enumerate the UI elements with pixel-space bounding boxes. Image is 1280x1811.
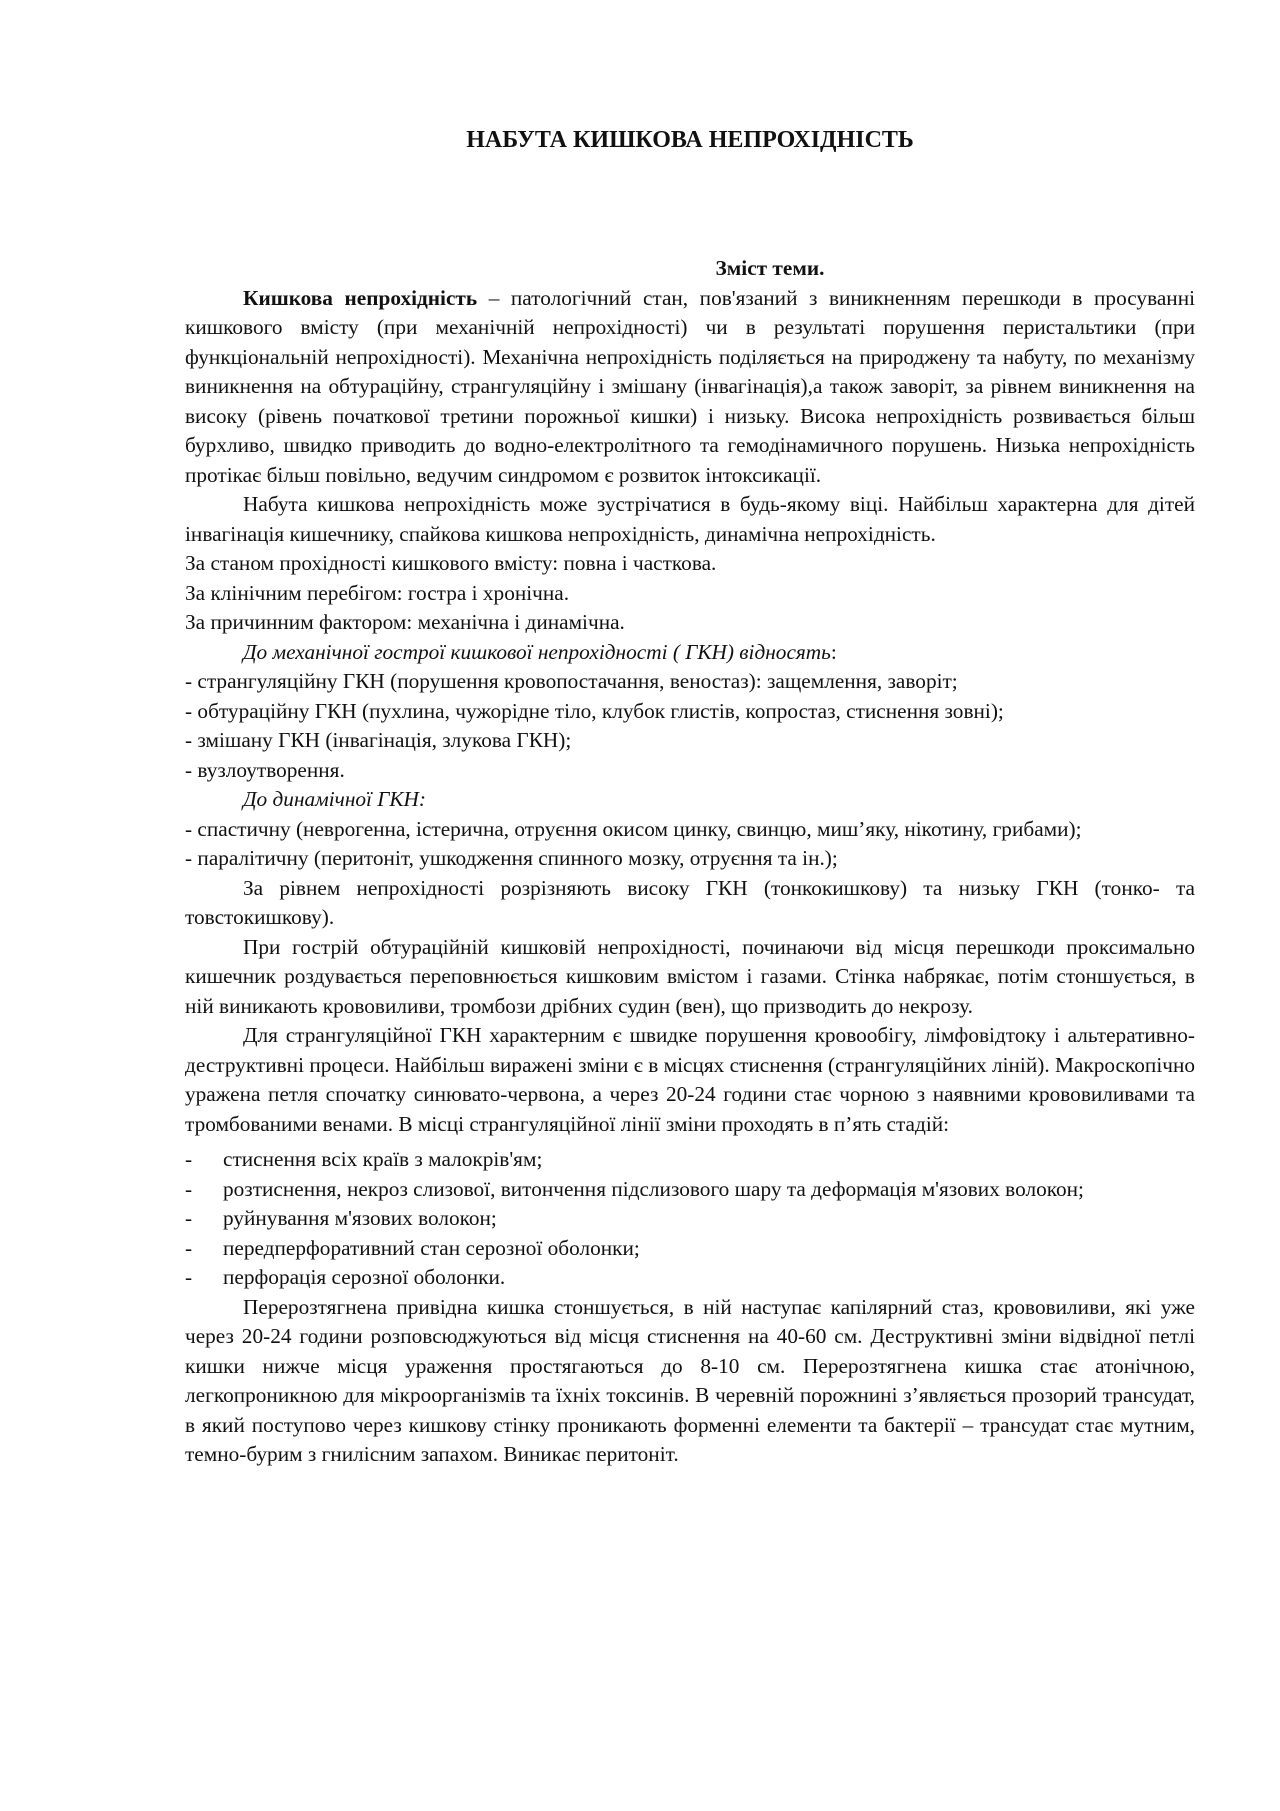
list-item: - странгуляційну ГКН (порушення кровопостачання, веностаз): защемлення, заворіт; [185, 669, 958, 693]
mechanical-heading-text: До механічної гострої кишкової непрохідності ( ГКН) відносять [243, 639, 831, 664]
mechanical-heading-colon: : [830, 639, 837, 664]
document-body [185, 254, 1195, 1470]
stage-text: передперфоративний стан серозної оболонки; [223, 1235, 640, 1260]
paragraph-acquired: Набута кишкова непрохідність може зустрічатися в будь-якому віці. Найбільш характерна для дітей інвагінація кишечнику, спайкова кишкова непрохідність, динамічна непрохідність. [185, 492, 1195, 546]
stage-text: перфорація серозної оболонки. [223, 1265, 506, 1289]
dash-marker: - [185, 1206, 193, 1230]
classification-line: За клінічним перебігом: гостра і хронічна. [185, 580, 570, 605]
paragraph-definition [185, 284, 1195, 491]
list-item: - обтураційну ГКН (пухлина, чужорідне тіло, клубок глистів, копростаз, стиснення зовні); [185, 698, 1004, 723]
stage-item [185, 1234, 1195, 1264]
dash-marker: - [185, 1176, 193, 1201]
dash-marker: - [185, 1147, 193, 1171]
list-item: - паралітичну (перитоніт, ушкодження спинного мозку, отруєння та ін.); [185, 846, 838, 870]
page-title: НАБУТА КИШКОВА НЕПРОХІДНІСТЬ [466, 127, 914, 153]
dynamic-heading-text: До динамічної ГКН: [243, 787, 427, 811]
list-item: - вузлоутворення. [185, 757, 345, 782]
paragraph-strangulation: Для странгуляційної ГКН характерним є швидке порушення кровообігу, лімфовідтоку і альтеративно-деструктивні процеси. Найбільш виражені зміни є в місцях стиснення (странгуляційних ліній). Макроскопічно уражена петля спочатку синювато-червона, а через 20-24 години стає чорною з наявними крововиливами та тромбованими венами. В місці странгуляційної лінії зміни проходять в п’ять стадій: [185, 1023, 1195, 1136]
stage-text: стиснення всіх країв з малокрів'ям; [223, 1147, 543, 1171]
stage-item [185, 1145, 1195, 1175]
list-item: - змішану ГКН (інвагінація, злукова ГКН); [185, 728, 572, 752]
term-bold: Кишкова непрохідність [243, 285, 478, 310]
list-item: - спастичну (неврогенна, істерична, отруєння окисом цинку, свинцю, миш’яку, нікотину, грибами); [185, 816, 1082, 841]
dash-marker: - [185, 1265, 193, 1289]
mechanical-heading [185, 638, 1195, 668]
paragraph-obturation: При гострій обтураційній кишковій непрохідності, починаючи від місця перешкоди проксимально кишечник роздувається переповнюється кишковим вмістом і газами. Стінка набрякає, потім стоншується, в ній виникають крововиливи, тромбози дрібних судин (вен), що призводить до некрозу. [185, 934, 1195, 1018]
stage-item [185, 1175, 1195, 1205]
paragraph-level: За рівнем непрохідності розрізняють високу ГКН (тонкокишкову) та низьку ГКН (тонко- та товстокишкову). [185, 875, 1195, 929]
dynamic-heading [185, 785, 1195, 815]
dash-marker: - [185, 1235, 193, 1260]
classification-line: За причинним фактором: механічна і динамічна. [185, 610, 625, 634]
definition-text: – патологічний стан, пов'язаний з виникненням перешкоди в просуванні кишкового вмісту (при механічній непрохідності) чи в результаті порушення перистальтики (при функціональній непрохідності). Механічна непрохідність поділяється на природжену та набуту, по механізму виникнення на обтураційну, странгуляційну і змішану (інвагінація),а також заворіт, за рівнем виникнення на високу (рівень початкової третини порожньої кишки) і низьку. Висока непрохідність розвивається більш бурхливо, швидко приводить до водно-електролітного та гемодінамичного порушень. Низька непрохідність протікає більш повільно, ведучим синдромом є розвиток інтоксикації. [185, 285, 1196, 487]
stage-item [185, 1263, 1195, 1293]
paragraph-overdistension: Перерозтягнена привідна кишка стоншується, в ній наступає капілярний стаз, крововиливи, які уже через 20-24 години розповсюджуються від місця стиснення на 40-60 см. Деструктивні зміни відвідної петлі кишки нижче місця ураження простягаються до 8-10 см. Перерозтягнена кишка стає атонічною, легкопроникною для мікроорганізмів та їхніх токсинів. В черевній порожнині з’являється прозорий трансудат, в який поступово через кишкову стінку проникають форменні елементи та бактерії – трансудат стає мутним, темно-бурим з гнилісним запахом. Виникає перитоніт. [185, 1294, 1195, 1466]
classification-line: За станом прохідності кишкового вмісту: повна і часткова. [185, 551, 717, 575]
stage-text: розтиснення, некроз слизової, витончення підслизового шару та деформація м'язових волокон; [223, 1176, 1084, 1201]
stage-item [185, 1204, 1195, 1234]
section-subtitle: Зміст теми. [715, 256, 825, 280]
stage-text: руйнування м'язових волокон; [223, 1206, 497, 1230]
